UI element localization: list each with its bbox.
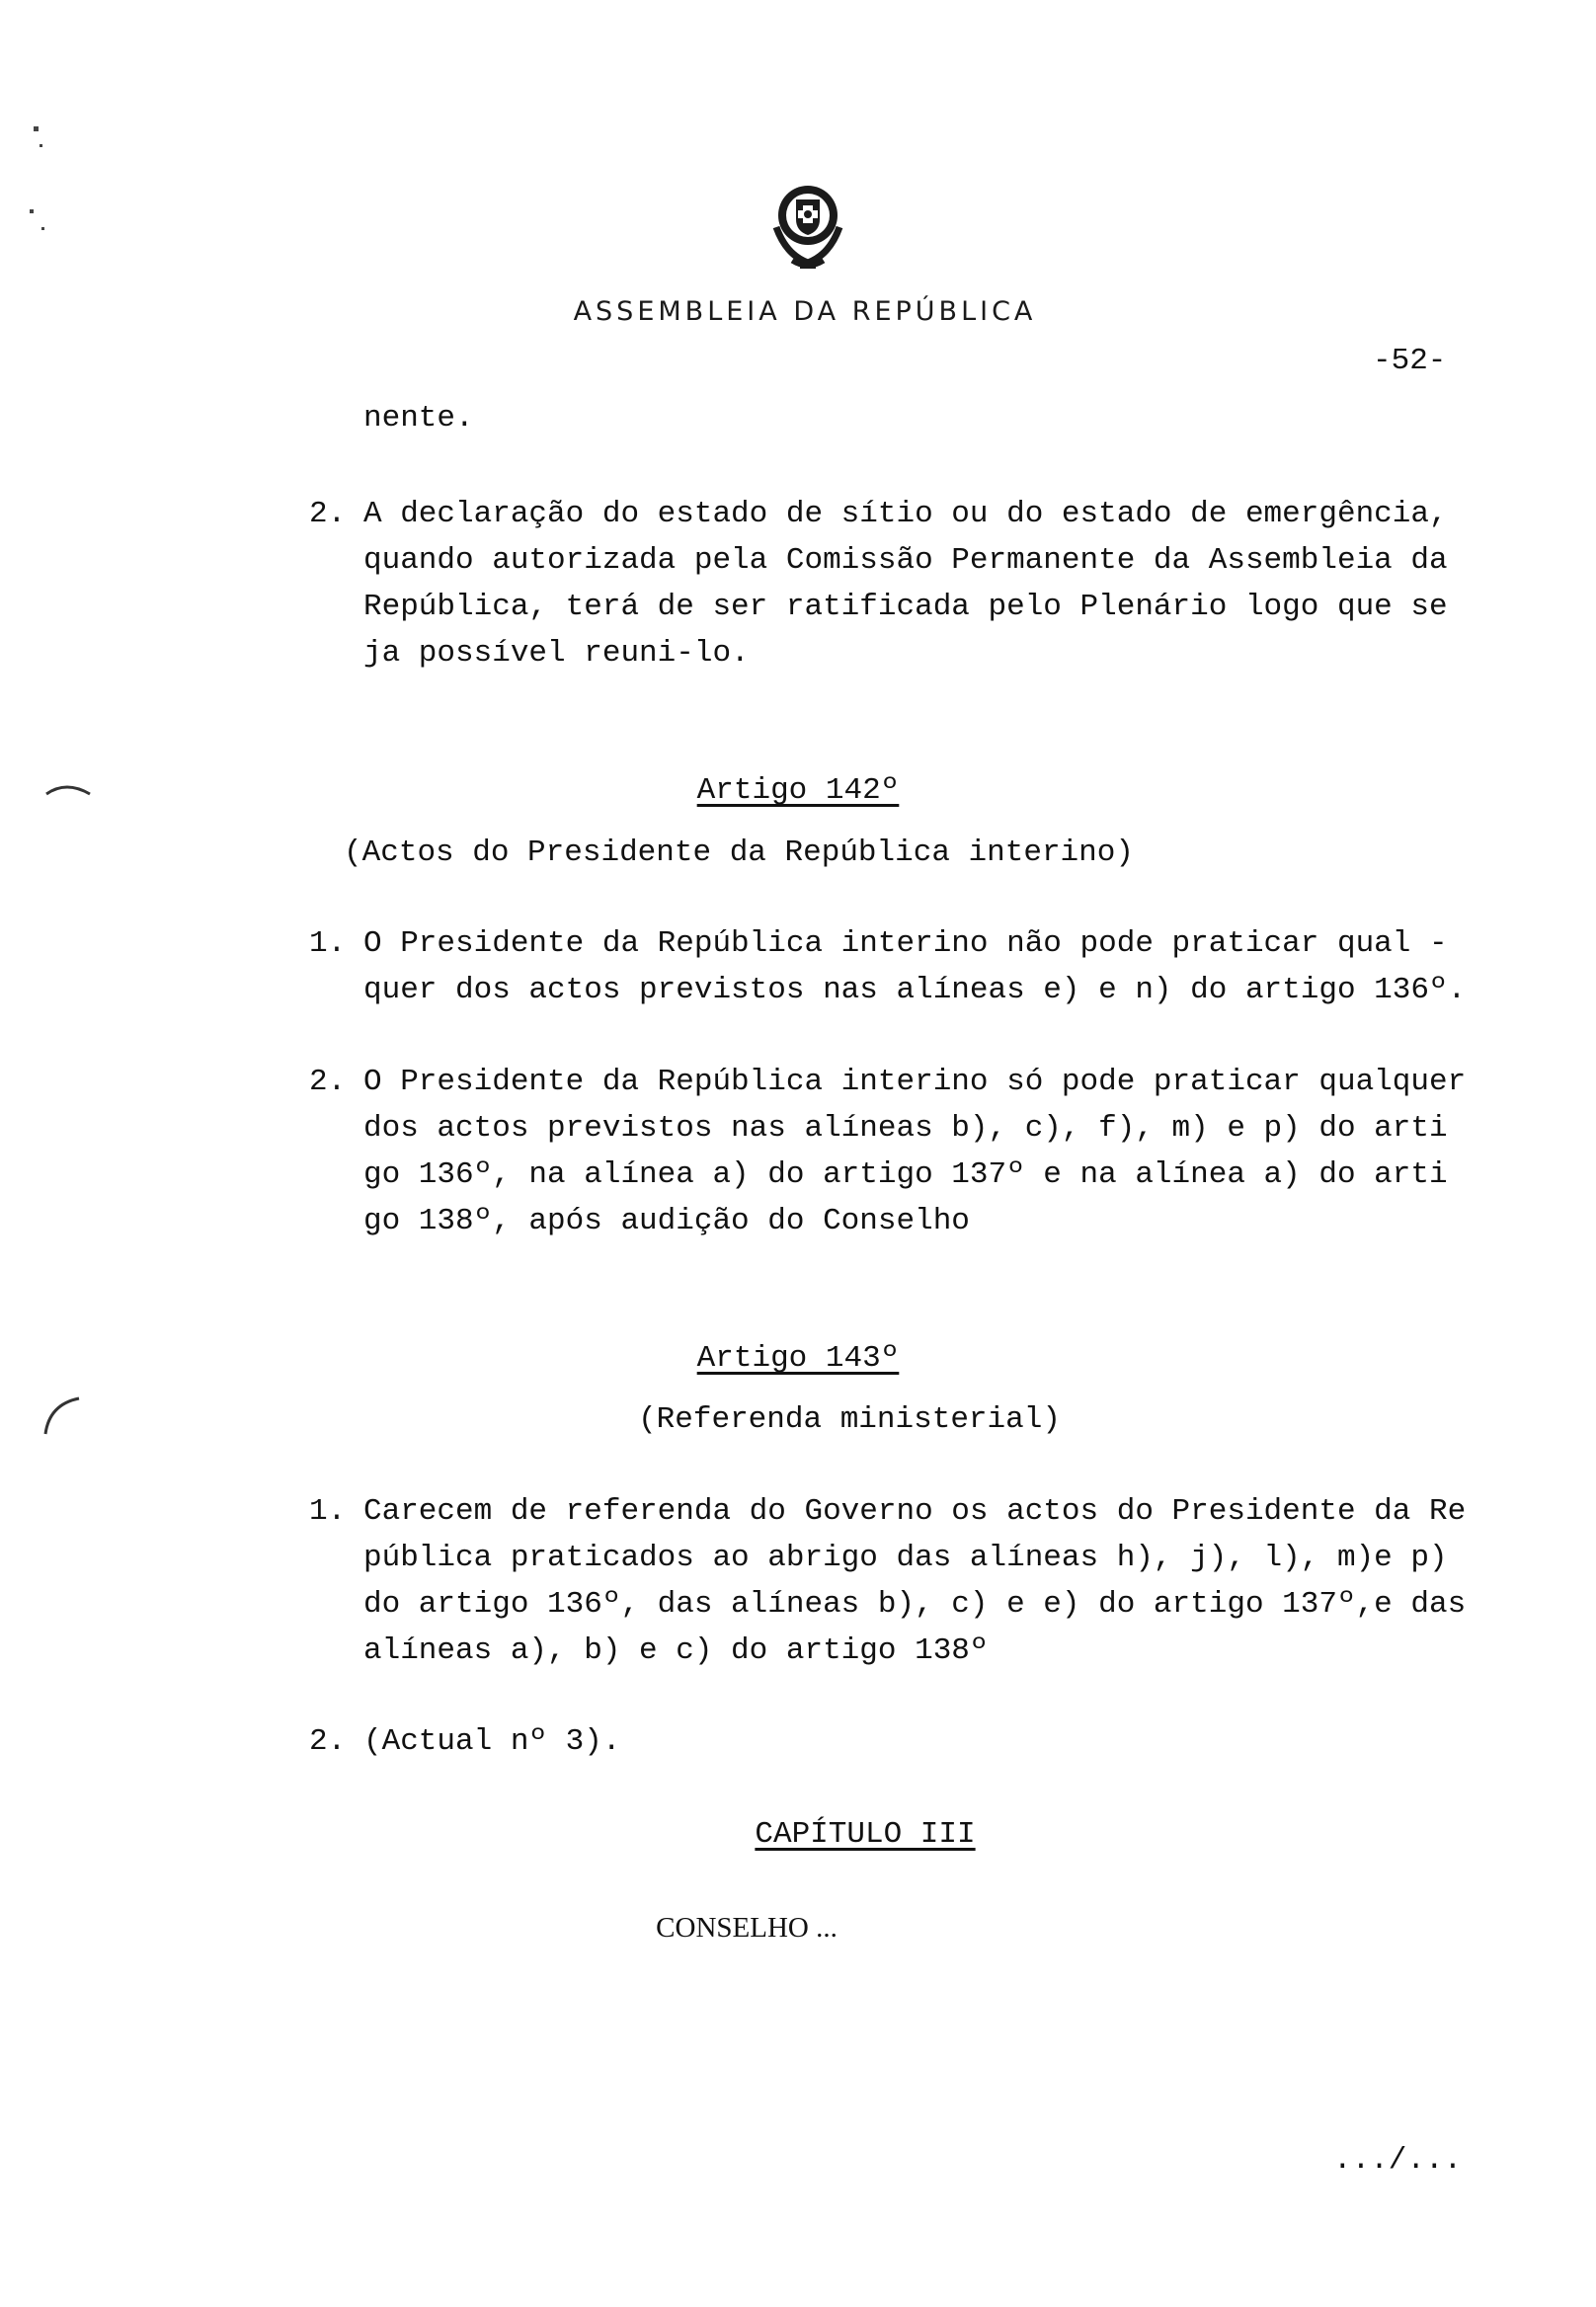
- paragraph-line: quando autorizada pela Comissão Permanente da Assembleia da: [363, 543, 1448, 578]
- paragraph-line: A declaração do estado de sítio ou do estado de emergência,: [363, 497, 1448, 531]
- scan-mark: [41, 1392, 81, 1437]
- item-number: 1.: [309, 926, 347, 961]
- paragraph-line: go 138º, após audição do Conselho: [363, 1204, 970, 1238]
- item-number: 2.: [309, 497, 347, 531]
- paragraph-line: do artigo 136º, das alíneas b), c) e e) do artigo 137º,e das: [363, 1587, 1467, 1622]
- article-heading: Artigo 142º: [696, 773, 900, 808]
- paragraph-line: Carecem de referenda do Governo os actos do Presidente da Re: [363, 1494, 1467, 1529]
- paragraph-line: (Actual nº 3).: [363, 1724, 621, 1759]
- coat-of-arms-icon: [762, 176, 853, 282]
- paragraph-line: go 136º, na alínea a) do artigo 137º e na alínea a) do arti: [363, 1157, 1448, 1192]
- scan-speck: [34, 126, 39, 131]
- article-subtitle: (Actos do Presidente da República interino): [344, 835, 1134, 870]
- scan-speck: [41, 227, 44, 230]
- page-number: -52-: [1373, 344, 1447, 378]
- paragraph-line: dos actos previstos nas alíneas b), c), f), m) e p) do arti: [363, 1111, 1448, 1146]
- scan-speck: [30, 209, 34, 213]
- paragraph-line: República, terá de ser ratificada pelo Plenário logo que se: [363, 590, 1448, 624]
- item-number: 2.: [309, 1065, 347, 1099]
- institution-name: ASSEMBLEIA DA REPÚBLICA: [573, 296, 1037, 327]
- article-subtitle: (Referenda ministerial): [638, 1402, 1061, 1437]
- paragraph-line: O Presidente da República interino não pode praticar qual -: [363, 926, 1448, 961]
- paragraph-line: quer dos actos previstos nas alíneas e) e n) do artigo 136º.: [363, 973, 1467, 1007]
- paragraph-line: ja possível reuni-lo.: [363, 636, 750, 671]
- item-number: 2.: [309, 1724, 347, 1759]
- item-number: 1.: [309, 1494, 347, 1529]
- article-heading: Artigo 143º: [696, 1341, 900, 1376]
- paragraph-line: O Presidente da República interino só pode praticar qualquer: [363, 1065, 1467, 1099]
- scan-mark: [44, 780, 94, 800]
- scan-speck: [40, 144, 42, 147]
- paragraph-line: pública praticados ao abrigo das alíneas h), j), l), m)e p): [363, 1541, 1448, 1575]
- paragraph-line: alíneas a), b) e c) do artigo 138º: [363, 1633, 989, 1668]
- chapter-heading: CAPÍTULO III: [755, 1817, 976, 1852]
- chapter-title: CONSELHO ...: [656, 1912, 838, 1944]
- continuation-marker: .../...: [1333, 2143, 1463, 2178]
- continuation-text: nente.: [363, 401, 474, 436]
